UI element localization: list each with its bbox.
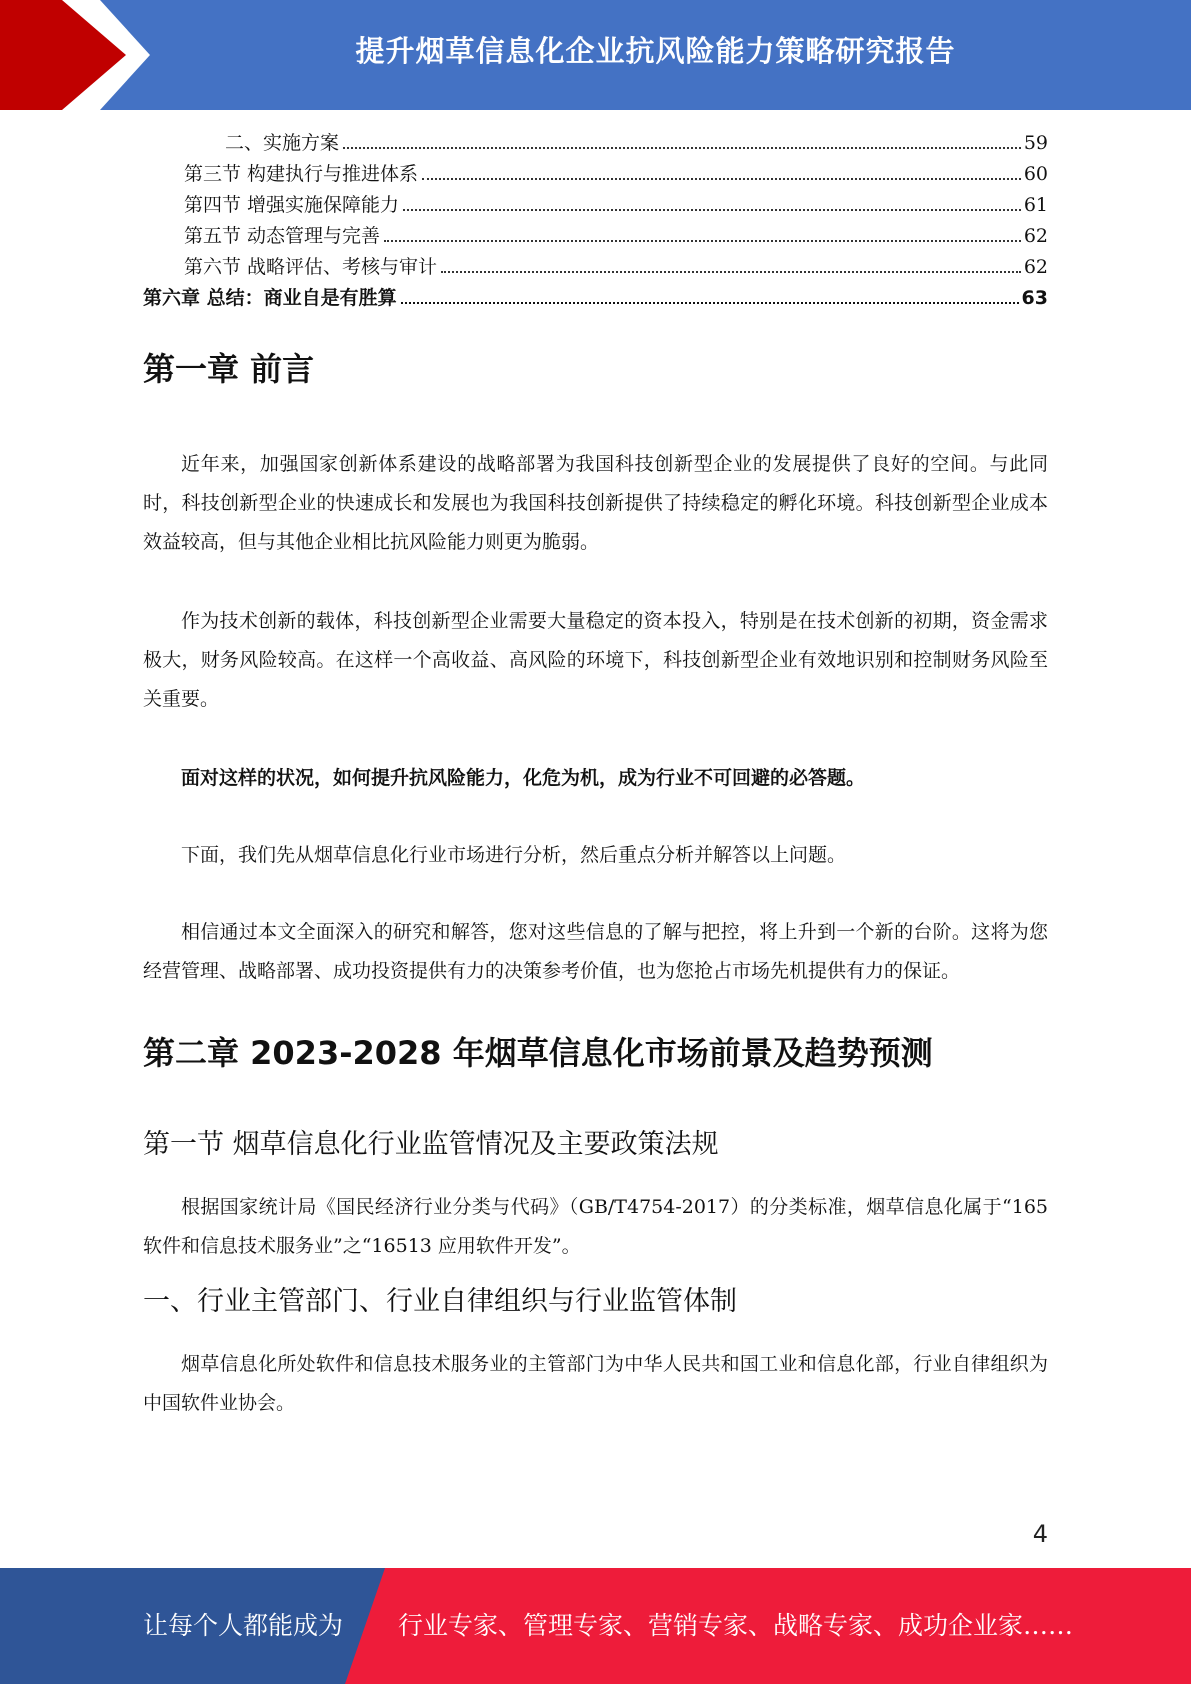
subsection-heading: 一、行业主管部门、行业自律组织与行业监管体制 — [143, 1286, 737, 1317]
page-footer — [0, 1568, 1191, 1684]
toc-item[interactable] — [143, 283, 1048, 314]
toc-leader-dots — [384, 239, 1021, 242]
toc-item-text: 第四节 增强实施保障能力 — [184, 194, 400, 216]
section-heading: 第一节 烟草信息化行业监管情况及主要政策法规 — [143, 1129, 719, 1160]
toc-item-text: 二、实施方案 — [225, 132, 340, 154]
toc-item-page: 61 — [1023, 194, 1048, 216]
page-content — [143, 128, 1048, 1423]
toc-item[interactable] — [143, 221, 1048, 252]
toc-item-text: 第六章 总结：商业自是有胜算 — [143, 287, 397, 309]
toc-item-text: 第五节 动态管理与完善 — [184, 225, 381, 247]
toc-leader-dots — [422, 177, 1021, 180]
page-header — [0, 0, 1191, 110]
toc-leader-dots — [401, 301, 1019, 304]
toc-item[interactable] — [143, 159, 1048, 190]
toc-item-page: 63 — [1021, 287, 1048, 309]
report-title: 提升烟草信息化企业抗风险能力策略研究报告 — [355, 34, 956, 68]
toc-item[interactable] — [143, 190, 1048, 221]
chapter1-emphasis-paragraph: 面对这样的状况，如何提升抗风险能力，化危为机，成为行业不可回避的必答题。 — [181, 767, 866, 789]
chapter1-paragraph: 下面，我们先从烟草信息化行业市场进行分析，然后重点分析并解答以上问题。 — [181, 844, 847, 866]
chapter1-heading: 第一章 前言 — [143, 350, 315, 388]
chapter1-paragraph: 相信通过本文全面深入的研究和解答，您对这些信息的了解与把控，将上升到一个新的台阶。这将为您经营管理、战略部署、成功投资提供有力的决策参考价值，也为您抢占市场先机提供有力的保证。 — [143, 921, 1048, 982]
toc-leader-dots — [441, 270, 1021, 273]
toc-item-text: 第六节 战略评估、考核与审计 — [184, 256, 438, 278]
toc-item-page: 60 — [1023, 163, 1048, 185]
toc-leader-dots — [343, 146, 1021, 149]
header-arrow-icon — [0, 0, 160, 110]
toc-item-text: 第三节 构建执行与推进体系 — [184, 163, 419, 185]
table-of-contents — [143, 128, 1048, 314]
chapter2-heading: 第二章 2023-2028 年烟草信息化市场前景及趋势预测 — [143, 1034, 933, 1072]
toc-item-page: 62 — [1023, 225, 1048, 247]
chapter1-paragraph: 近年来，加强国家创新体系建设的战略部署为我国科技创新型企业的发展提供了良好的空间。与此同时，科技创新型企业的快速成长和发展也为我国科技创新提供了持续稳定的孵化环境。科技创新型企业成本效益较高，但与其他企业相比抗风险能力则更为脆弱。 — [143, 453, 1048, 553]
footer-slogan-left: 让每个人都能成为 — [143, 1611, 344, 1640]
toc-item-page: 59 — [1023, 132, 1048, 154]
section-paragraph: 根据国家统计局《国民经济行业分类与代码》（GB/T4754-2017）的分类标准，烟草信息化属于“165 软件和信息技术服务业”之“16513 应用软件开发”。 — [143, 1196, 1048, 1257]
subsection-paragraph: 烟草信息化所处软件和信息技术服务业的主管部门为中华人民共和国工业和信息化部，行业自律组织为中国软件业协会。 — [143, 1353, 1048, 1414]
toc-item-page: 62 — [1023, 256, 1048, 278]
footer-slogan-right: 行业专家、管理专家、营销专家、战略专家、成功企业家…… — [398, 1611, 1074, 1640]
toc-item[interactable] — [143, 128, 1048, 159]
toc-item[interactable] — [143, 252, 1048, 283]
chapter1-paragraph: 作为技术创新的载体，科技创新型企业需要大量稳定的资本投入，特别是在技术创新的初期，资金需求极大，财务风险较高。在这样一个高收益、高风险的环境下，科技创新型企业有效地识别和控制财务风险至关重要。 — [143, 610, 1048, 710]
page-number: 4 — [1032, 1520, 1048, 1548]
toc-leader-dots — [403, 208, 1021, 211]
